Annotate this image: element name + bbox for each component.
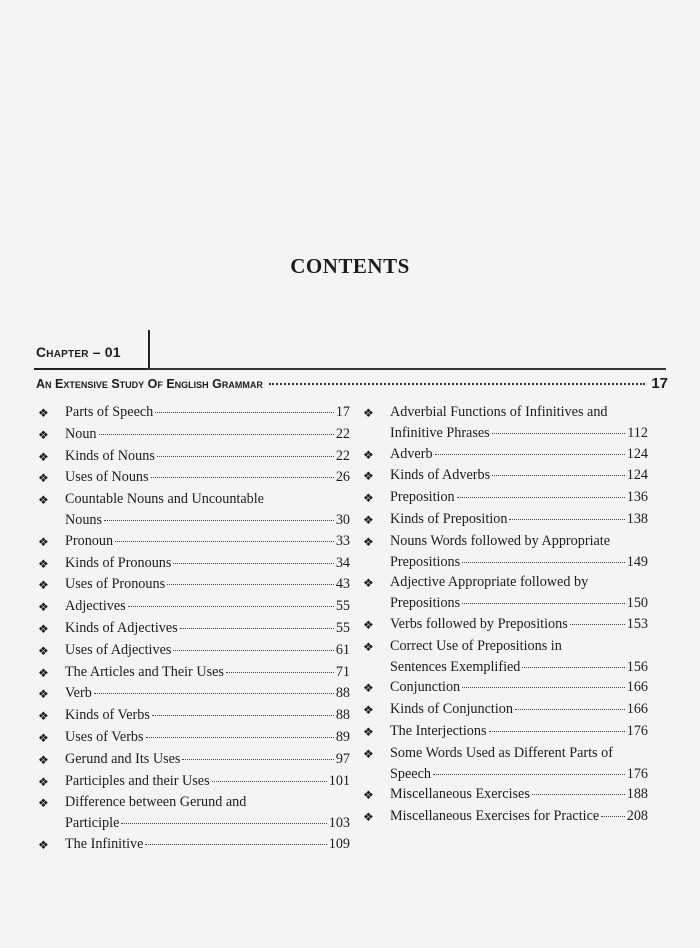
diamond-bullet-icon: ❖	[38, 556, 49, 571]
toc-entry	[363, 806, 648, 828]
leader-dots	[155, 412, 334, 413]
leader-dots	[145, 844, 326, 845]
toc-entry-title: Uses of Adjectives	[65, 641, 172, 658]
toc-page-number: 34	[335, 554, 350, 571]
toc-entry	[38, 424, 350, 446]
leader-dots	[522, 667, 624, 668]
toc-entry	[363, 444, 648, 466]
toc-entry	[363, 531, 648, 573]
diamond-bullet-icon: ❖	[38, 643, 49, 658]
leader-dots	[146, 737, 334, 738]
toc-entry-title: Sentences Exemplified	[390, 658, 521, 675]
leader-dots	[151, 477, 334, 478]
toc-entry	[363, 614, 648, 636]
diamond-bullet-icon: ❖	[38, 578, 49, 593]
toc-entry	[363, 743, 648, 785]
toc-entry-title: Adverbial Functions of Infinitives and	[390, 404, 608, 420]
toc-entry-title: Kinds of Preposition	[390, 510, 508, 527]
toc-page-number: 101	[328, 772, 350, 789]
toc-entry-title: Uses of Pronouns	[65, 576, 166, 593]
toc-entry	[38, 574, 350, 596]
toc-entry	[38, 683, 350, 705]
toc-entry-title: Kinds of Adjectives	[65, 619, 178, 636]
diamond-bullet-icon: ❖	[363, 406, 374, 420]
toc-page-number: 26	[335, 469, 350, 486]
toc-entry-title: Some Words Used as Different Parts of	[390, 744, 613, 761]
toc-page-number: 89	[335, 728, 350, 745]
toc-entry	[38, 618, 350, 640]
diamond-bullet-icon: ❖	[363, 703, 374, 718]
leader-dots	[462, 687, 625, 688]
toc-page-number: 112	[627, 424, 648, 441]
diamond-bullet-icon: ❖	[38, 406, 49, 420]
leader-dots	[99, 434, 334, 435]
leader-dots	[457, 497, 625, 498]
toc-entry	[38, 640, 350, 662]
toc-entry	[38, 705, 350, 727]
leader-dots	[509, 519, 624, 520]
diamond-bullet-icon: ❖	[363, 617, 374, 632]
toc-entry-title: Noun	[65, 425, 97, 442]
diamond-bullet-icon: ❖	[363, 639, 374, 654]
leader-dots	[212, 781, 327, 782]
diamond-bullet-icon: ❖	[38, 837, 49, 852]
toc-page-number: 149	[626, 553, 648, 570]
chapter-label: Chapter – 01	[36, 344, 121, 360]
toc-entry	[38, 531, 350, 553]
page-title: CONTENTS	[290, 254, 410, 278]
toc-page-number: 43	[335, 576, 350, 593]
toc-entry-title: Participle	[65, 815, 120, 832]
diamond-bullet-icon: ❖	[38, 534, 49, 549]
toc-page-number: 166	[626, 701, 648, 718]
toc-entry	[38, 596, 350, 618]
leader-dots	[492, 475, 625, 476]
toc-entry-title: Kinds of Nouns	[65, 447, 155, 464]
toc-entry	[363, 677, 648, 699]
toc-entry-title: Adverb	[390, 445, 433, 462]
diamond-bullet-icon: ❖	[363, 447, 374, 462]
toc-page-number: 138	[626, 510, 648, 527]
toc-entry-title: Prepositions	[390, 595, 461, 612]
toc-page-number: 153	[626, 615, 648, 632]
diamond-bullet-icon: ❖	[363, 810, 374, 825]
toc-entry	[38, 467, 350, 489]
chapter-label-box	[34, 330, 150, 370]
leader-dots	[462, 562, 625, 563]
toc-entry-title: The Articles and Their Uses	[65, 663, 224, 680]
toc-entry	[363, 784, 648, 806]
leader-dots	[182, 759, 333, 760]
toc-entry-title: Adjective Appropriate followed by	[390, 574, 589, 591]
chapter-divider	[146, 368, 666, 370]
toc-page-number: 208	[626, 808, 648, 825]
toc-entry-title: The Interjections	[390, 722, 487, 739]
diamond-bullet-icon: ❖	[38, 774, 49, 789]
diamond-bullet-icon: ❖	[363, 724, 374, 739]
diamond-bullet-icon: ❖	[38, 687, 49, 702]
leader-dots	[152, 715, 334, 716]
toc-entry	[38, 749, 350, 771]
toc-entry-title: Preposition	[390, 489, 455, 506]
toc-entry	[363, 509, 648, 531]
toc-entry	[38, 489, 350, 531]
toc-entry	[363, 721, 648, 743]
diamond-bullet-icon: ❖	[38, 709, 49, 724]
diamond-bullet-icon: ❖	[38, 449, 49, 464]
diamond-bullet-icon: ❖	[38, 752, 49, 767]
leader-dots	[435, 454, 625, 455]
toc-entry-title: Verbs followed by Prepositions	[390, 615, 568, 632]
toc-entry-title: Infinitive Phrases	[390, 424, 490, 441]
toc-entry-title: Adjectives	[65, 598, 126, 615]
toc-page-number: 55	[335, 619, 350, 636]
leader-dots	[601, 816, 625, 817]
toc-entry-title: Gerund and Its Uses	[65, 750, 181, 767]
toc-page-number: 150	[626, 595, 648, 612]
toc-entry-title: Difference between Gerund and	[65, 794, 247, 811]
leader-dots	[570, 624, 625, 625]
toc-entry-title: Pronoun	[65, 532, 114, 549]
leader-dots	[115, 541, 334, 542]
diamond-bullet-icon: ❖	[38, 471, 49, 486]
toc-entry	[38, 553, 350, 575]
toc-entry	[38, 662, 350, 684]
contents-left-column	[38, 402, 350, 856]
toc-entry	[38, 834, 350, 856]
diamond-bullet-icon: ❖	[38, 665, 49, 680]
leader-dots	[492, 433, 626, 434]
leader-dots	[173, 563, 333, 564]
leader-dots	[121, 823, 326, 824]
diamond-bullet-icon: ❖	[38, 621, 49, 636]
toc-page-number: 188	[626, 786, 648, 803]
toc-page-number: 136	[626, 489, 648, 506]
toc-entry-title: Uses of Verbs	[65, 728, 144, 745]
leader-dots	[167, 584, 334, 585]
leader-dots	[226, 672, 334, 673]
toc-page-number: 22	[335, 447, 350, 464]
diamond-bullet-icon: ❖	[363, 491, 374, 506]
toc-entry	[38, 771, 350, 793]
toc-entry	[38, 792, 350, 834]
toc-page-number: 17	[335, 404, 350, 420]
diamond-bullet-icon: ❖	[363, 512, 374, 527]
toc-entry-title: Nouns	[65, 511, 103, 528]
toc-entry	[38, 446, 350, 468]
leader-dots	[128, 606, 334, 607]
toc-entry	[363, 572, 648, 614]
leader-dots	[173, 650, 333, 651]
toc-page-number: 124	[626, 445, 648, 462]
toc-entry-title: Nouns Words followed by Appropriate	[390, 532, 611, 549]
leader-dots	[94, 693, 334, 694]
diamond-bullet-icon: ❖	[38, 493, 49, 508]
toc-entry	[363, 699, 648, 721]
toc-entry-title: Participles and their Uses	[65, 772, 210, 789]
diamond-bullet-icon: ❖	[363, 534, 374, 549]
toc-entry-title: Prepositions	[390, 553, 461, 570]
leader-dots	[515, 709, 625, 710]
toc-page-number: 22	[335, 425, 350, 442]
toc-entry-title: Kinds of Verbs	[65, 707, 150, 724]
chapter-heading-row	[36, 375, 668, 393]
toc-entry-title: Miscellaneous Exercises for Practice	[390, 808, 600, 825]
chapter-heading: An Extensive Study Of English Grammar	[36, 377, 263, 391]
leader-dots	[157, 456, 334, 457]
leader-dots	[462, 603, 625, 604]
toc-entry-title: Miscellaneous Exercises	[390, 786, 530, 803]
toc-page-number: 71	[335, 663, 350, 680]
leader-dots	[180, 628, 334, 629]
toc-entry	[363, 636, 648, 678]
toc-page-number: 55	[335, 598, 350, 615]
toc-entry-title: Verb	[65, 685, 92, 702]
toc-entry-title: Kinds of Conjunction	[390, 701, 513, 718]
toc-entry-title: Kinds of Pronouns	[65, 554, 172, 571]
leader-dots	[104, 520, 334, 521]
toc-page-number: 33	[335, 532, 350, 549]
diamond-bullet-icon: ❖	[38, 600, 49, 615]
diamond-bullet-icon: ❖	[363, 469, 374, 484]
toc-entry-title: Conjunction	[390, 679, 461, 696]
leader-dots	[489, 731, 625, 732]
toc-entry-title: The Infinitive	[65, 835, 144, 852]
diamond-bullet-icon: ❖	[363, 746, 374, 761]
toc-entry	[363, 487, 648, 509]
diamond-bullet-icon: ❖	[38, 730, 49, 745]
toc-page-number: 109	[328, 835, 350, 852]
toc-page-number: 61	[335, 641, 350, 658]
toc-entry-title: Kinds of Adverbs	[390, 467, 491, 484]
leader-dots	[433, 774, 625, 775]
toc-entry-title: Correct Use of Prepositions in	[390, 637, 562, 654]
diamond-bullet-icon: ❖	[38, 796, 49, 811]
toc-page-number: 124	[626, 467, 648, 484]
contents-right-column	[363, 402, 648, 828]
toc-entry	[363, 465, 648, 487]
toc-entry-title: Parts of Speech	[65, 404, 154, 420]
diamond-bullet-icon: ❖	[38, 427, 49, 442]
toc-page-number: 156	[626, 658, 648, 675]
toc-page-number: 97	[335, 750, 350, 767]
leader-dots	[532, 794, 625, 795]
diamond-bullet-icon: ❖	[363, 681, 374, 696]
chapter-page-number: 17	[651, 375, 668, 392]
toc-entry	[38, 402, 350, 424]
toc-entry-title: Uses of Nouns	[65, 469, 149, 486]
toc-page-number: 176	[626, 765, 648, 782]
diamond-bullet-icon: ❖	[363, 788, 374, 803]
toc-entry-title: Countable Nouns and Uncountable	[65, 491, 264, 508]
toc-page-number: 88	[335, 707, 350, 724]
toc-page-number: 166	[626, 679, 648, 696]
toc-page-number: 30	[335, 511, 350, 528]
toc-entry	[38, 727, 350, 749]
leader-dots	[269, 383, 645, 385]
toc-page-number: 88	[335, 685, 350, 702]
toc-page-number: 176	[626, 722, 648, 739]
diamond-bullet-icon: ❖	[363, 576, 374, 591]
toc-entry	[363, 402, 648, 444]
toc-page-number: 103	[328, 815, 350, 832]
toc-entry-title: Speech	[390, 765, 431, 782]
